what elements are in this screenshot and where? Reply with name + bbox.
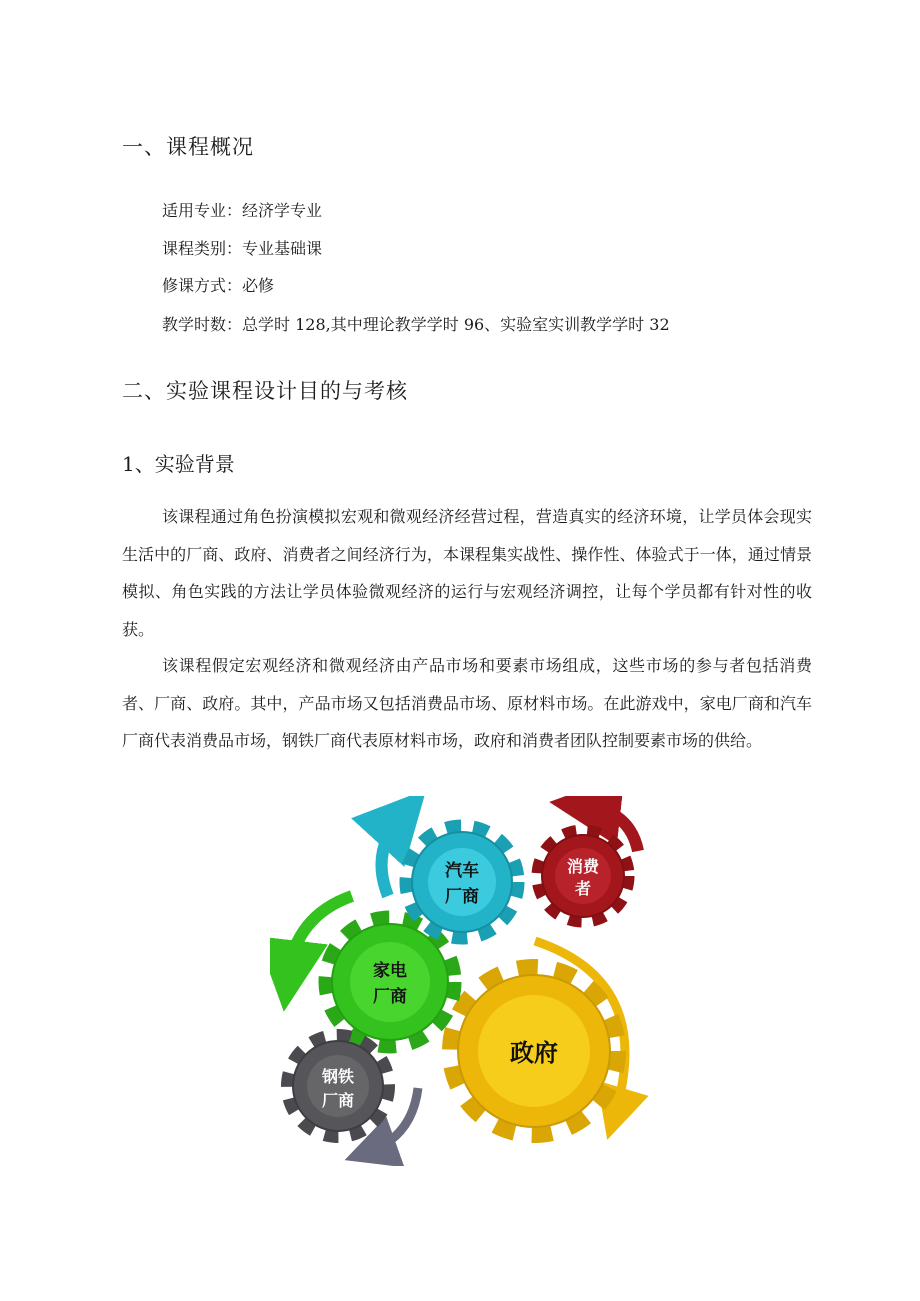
gear-consumer [538, 831, 628, 921]
info-label: 教学时数： [162, 315, 243, 334]
gear-label: 厂商 [445, 887, 479, 907]
paragraph: 该课程通过角色扮演模拟宏观和微观经济经营过程，营造真实的经济环境，让学员体会现实生活中的厂商、政府、消费者之间经济行为，本课程集实战性、操作性、体验式于一体，通过情景模拟、角色实践的方法让学员体验微观经济的运行与宏观经济调控，让每个学员都有针对性的收获。 [122, 507, 812, 639]
info-label: 课程类别： [162, 239, 243, 258]
info-value: 必修 [242, 276, 275, 295]
info-value: 专业基础课 [242, 239, 323, 258]
paragraph: 该课程假定宏观经济和微观经济由产品市场和要素市场组成，这些市场的参与者包括消费者、厂商、政府。其中，产品市场又包括消费品市场、原材料市场。在此游戏中，家电厂商和汽车厂商代表消费品市场，钢铁厂商代表原材料市场，政府和消费者团队控制要素市场的供给。 [122, 656, 812, 750]
info-category [162, 236, 322, 259]
gear-government [452, 969, 616, 1133]
gear-diagram [270, 796, 660, 1166]
gear-label: 者 [574, 879, 592, 898]
subsection-title: 1、实验背景 [122, 452, 235, 476]
gear-label: 钢铁 [321, 1067, 355, 1086]
info-label: 适用专业： [162, 201, 243, 220]
gear-label: 政府 [510, 1039, 558, 1067]
gear-label: 厂商 [321, 1091, 355, 1110]
info-label: 修课方式： [162, 276, 243, 295]
gear-label: 家电 [373, 961, 407, 981]
gear-label: 厂商 [373, 987, 407, 1007]
gear-label: 汽车 [445, 861, 479, 881]
gear-label: 消费 [566, 857, 600, 876]
info-hours [162, 312, 670, 335]
info-mode [162, 273, 274, 296]
section2-title: 二、实验课程设计目的与考核 [122, 379, 408, 403]
info-value: 总学时 128,其中理论教学学时 96、实验室实训教学学时 32 [242, 315, 670, 334]
info-value: 经济学专业 [242, 201, 323, 220]
info-major [162, 198, 322, 221]
gear-steel-maker [288, 1036, 388, 1136]
gear-auto-maker [407, 827, 517, 937]
section1-title: 一、课程概况 [122, 135, 254, 159]
arrow-blue-icon [382, 816, 402, 896]
